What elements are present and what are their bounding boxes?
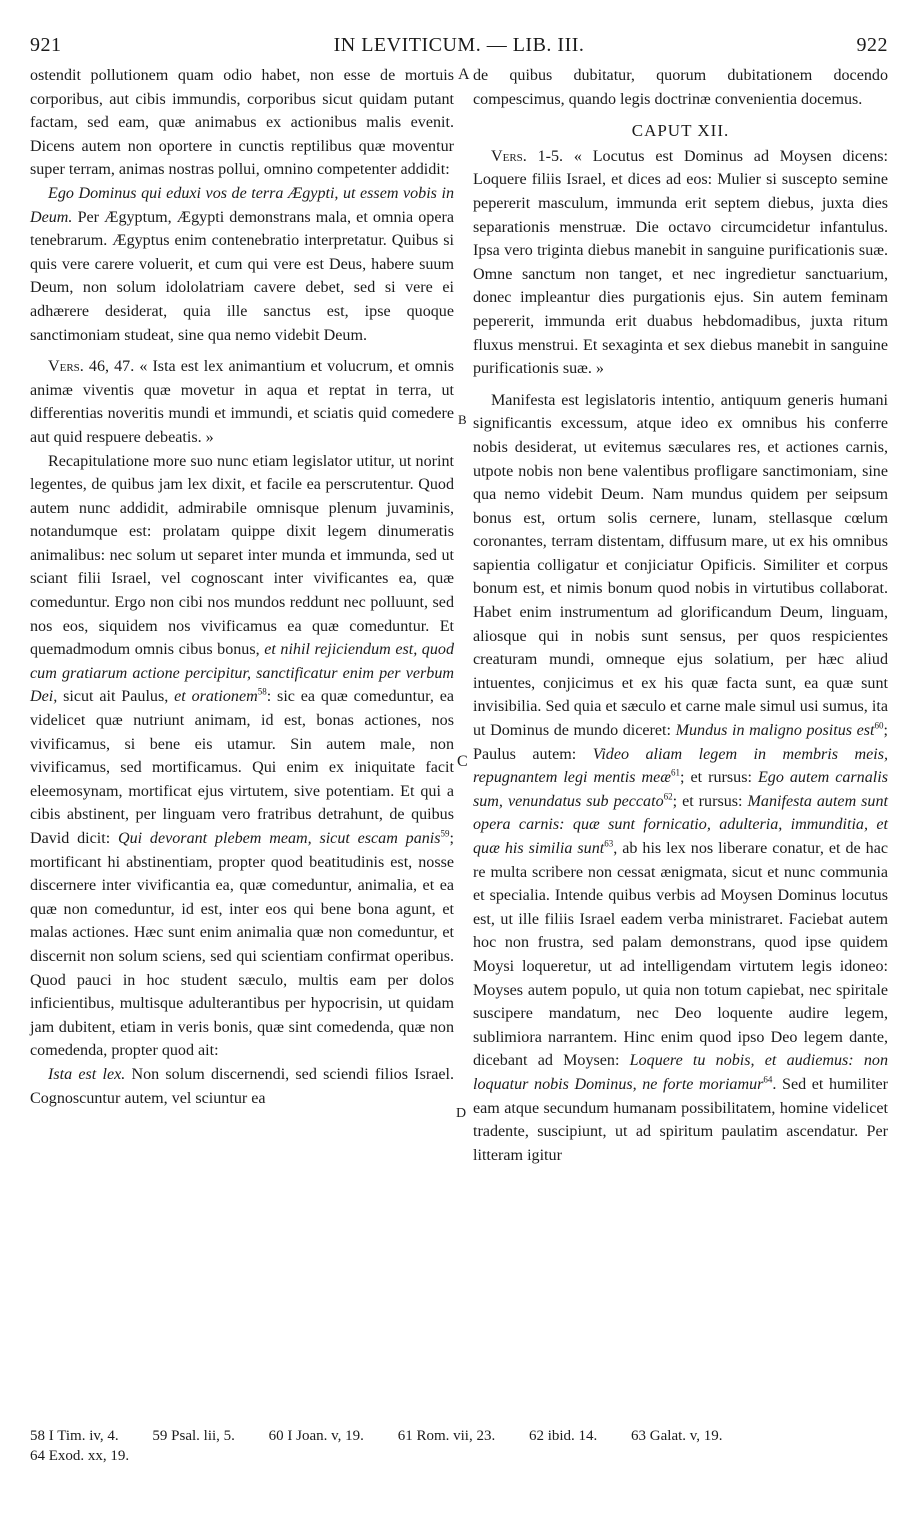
footnote: 59 Psal. lii, 5. xyxy=(152,1428,235,1444)
footnote-ref: 63 xyxy=(604,838,614,849)
left-column xyxy=(30,64,454,1110)
footnote: 62 ibid. 14. xyxy=(528,1428,598,1444)
margin-marker-d: D xyxy=(456,1106,467,1121)
footnote-ref: 64 xyxy=(763,1074,773,1085)
footnote-ref: 61 xyxy=(671,767,681,778)
right-page-number: 922 xyxy=(856,34,888,56)
paragraph: ostendit pollutionem quam odio habet, non esse de mortuis corporibus, aut cibis immundis, corporibus sicut quidam putant factam, sed eam, quæ animabus ex actionibus malis evenit. Dicens autem non oportere in cunctis reptilibus quæ moventur super terram, animas nostras pollui, omnino competenter addidit: xyxy=(30,67,454,179)
footnote: 64 Exod. xx, 19. xyxy=(30,1448,130,1464)
paragraph: de quibus dubitatur, quorum dubitationem docendo compescimus, quando legis doctrinæ convenientia docemus. xyxy=(473,67,888,108)
verse-label: Vers. 46, 47. xyxy=(48,358,135,376)
paragraph: Vers. 46, 47. « Ista est lex animantium et volucrum, et omnis animæ viventis quæ movetur in aqua et reptat in terra, ut differentias noveritis mundi et immundi, et sciatis quid comedere aut quid respuere debeatis. » xyxy=(30,358,454,446)
paragraph: Ista est lex. Non solum discernendi, sed sciendi filios Israel. Cognoscuntur autem, vel sciuntur ea xyxy=(30,1065,454,1107)
footnote: 60 I Joan. v, 19. xyxy=(268,1428,364,1444)
right-column xyxy=(473,64,888,1167)
margin-marker-b: B xyxy=(458,412,467,427)
footnote-ref: 62 xyxy=(663,791,673,802)
paragraph: Vers. 1-5. « Locutus est Dominus ad Moysen dicens: Loquere filiis Israel, et dices ad eos: Mulier si suscepto semine pepererit masculum, immunda erit septem diebus, juxta dies separationis menstruæ. Die octavo circumcidetur infantulus. Ipsa vero triginta diebus manebit in sanguine purificationis suæ. Omne sanctum non tanget, et nec ingredietur sanctuarium, donec impleantur dies purgationis ejus. Sin autem feminam pepererit, immunda erit duabus hebdomadibus, juxta ritum fluxus menstrui. Et sexaginta et sex diebus manebit in sanguine purificationis suæ. » xyxy=(473,147,888,378)
footnote-ref: 60 xyxy=(874,720,884,731)
paragraph: Ego Dominus qui eduxi vos de terra Ægypti, ut essem vobis in Deum. Per Ægyptum, Ægypti demonstrans mala, et omnia opera tenebrarum. Ægyptus enim contenebratio interpretatur. Quibus si quis vere carere voluerit, et cum qui vere est Deus, habere suum Deum, non solum idololatriam cavere debet, sed si vere ei adhærere desiderat, quia ille sanctus est, ipse quoque sanctimoniam studeat, sine qua nemo videbit Deum. xyxy=(30,184,454,344)
footnote: 63 Galat. v, 19. xyxy=(631,1428,723,1444)
footnote-ref: 58 xyxy=(257,687,267,698)
page-header xyxy=(30,34,888,64)
chapter-heading: CAPUT XII. xyxy=(631,121,730,141)
verse-label: Vers. 1-5. xyxy=(491,147,564,165)
running-title: IN LEVITICUM. — LIB. III. xyxy=(333,34,585,56)
footnote: 61 Rom. vii, 23. xyxy=(397,1428,496,1444)
paragraph: Manifesta est legislatoris intentio, antiquum generis humani significantis excessum, atque ideo ex omnibus his conferre nobis desiderat, ut evitemus sæculares res, et actiones carnis, utpote nobis non bene valentibus profligare sanctimoniam, sine qua nemo videbit Deum. Nam mundus quidem per seipsum bonus est, ortum solis cernere, lunam, stellasque cœlum coronantes, terram distentam, diffusum mare, ut ex his omnibus sapientia colligatur et conjiciatur Opificis. Similiter et corpus bonum est, et nimis bonum quod nobis in virtutibus collaborat. Habet enim instrumentum ad glorificandum Deum, linguam, aliosque qui in nobis sunt sensus, per quos respicientes creaturam mundi, omneque ejus solatium, per hæc aliud intuentes, conjicimus et ex his quæ facta sunt, ea quæ sunt invisibilia. Sed quia et sæculo et carne male simul usi sumus, ita ut Dominus de mundo diceret: Mundus in maligno positus est$^{60}$; Paulus autem: Video aliam legem in membris meis, repugnantem legi mentis meæ$^{61}$; et rursus: Ego autem carnalis sum, venundatus sub peccato$^{62}$; et rursus: Manifesta autem sunt opera carnis: quæ sunt fornicatio, adulteria, immunditia, et quæ his similia sunt$^{63}$, ab his lex nos liberare conatur, et de hac re multa scribere non cessat ænigmata, sicut et nunc communia et specialia. Intende quibus verbis ad Moysen Dominus locutus est, ut ille filiis Israel eadem verba ministraret. Faciebat autem hoc non frustra, sed palam demonstrans, quod ipse quidem Moysi loqueretur, ut ad intelligendam virtutem legis idoneo: Moyses autem populo, ut quia non totum capiebat, nec spiritale suscipere mandatum, nec Deo loquente audire legem, sublimiora narrantem. Hinc enim quod ipso Deo legem dante, dicebant ad Moysen: Loquere tu nobis, et audiemus: non loquatur nobis Dominus, ne forte moriamur$^{64}$. Sed et humiliter eam atque secundum humanam possibilitatem, homine videlicet tradente, suscipiunt, ut ad spiritum paulatim ascendatur. Per litteram igitur xyxy=(473,391,889,1164)
footnotes xyxy=(30,1426,890,1466)
paragraph: Recapitulatione more suo nunc etiam legislator utitur, ut norint legentes, de quibus jam lex dixit, et facile ea perscrutentur. Quod autem nunc addidit, admirabile omnisque plenum juvaminis, notandumque est: prolatam quippe dixit legem dinumeratis animalibus: nec solum ut separet inter munda et immunda, sed ut sciant filii Israel, vel cognoscant inter vivificantes ea, quæ comeduntur. Ergo non cibi nos mundos reddunt nec polluunt, sed nos eos, siquidem nos vivificamus ea quæ comeduntur. Et quemadmodum omnis cibus bonus, et nihil rejiciendum est, quod cum gratiarum actione percipitur, sanctificatur enim per verbum Dei, sicut ait Paulus, et orationem$^{58}$: sic ea quæ comeduntur, ea videlicet quæ nutriunt animam, id est, bonas actiones, nos vivificamus, si bene eis utamur. Sin autem male, non vivificamus, sed mortificamus. Qui enim ex iniquitate facit eleemosynam, mortificat ejus virtutem, sive potentiam. Et qui a cibis abstinent, per linguam vero fratribus detrahunt, de quibus David dicit: Qui devorant plebem meam, sicut escam panis$^{59}$; mortificant hi abstinentiam, propter quod beatitudinis est, nosse discernere inter vivificantia ea, quæ comeduntur, animalia, et ea quæ non comeduntur, id est, inter eos qui bene bona agunt, et malas actiones. Hæc sunt enim animalia quæ non comeduntur, et discernit non solum sciens, sed qui scientiam confirmat operibus. Quod pauci in hoc student sæculo, multis eam per dolos inficientibus, multisque adulterantibus per hypocrisin, ut quidam jam dubitent, etiam in veris bonis, quæ sint comedenda, quæ non comedenda, propter quod ait: xyxy=(30,452,455,1060)
footnote-ref: 59 xyxy=(440,828,450,839)
left-page-number: 921 xyxy=(30,34,62,56)
footnote: 58 I Tim. iv, 4. xyxy=(30,1428,119,1444)
margin-marker-a: A xyxy=(458,66,470,83)
margin-marker-c: C xyxy=(457,753,468,770)
